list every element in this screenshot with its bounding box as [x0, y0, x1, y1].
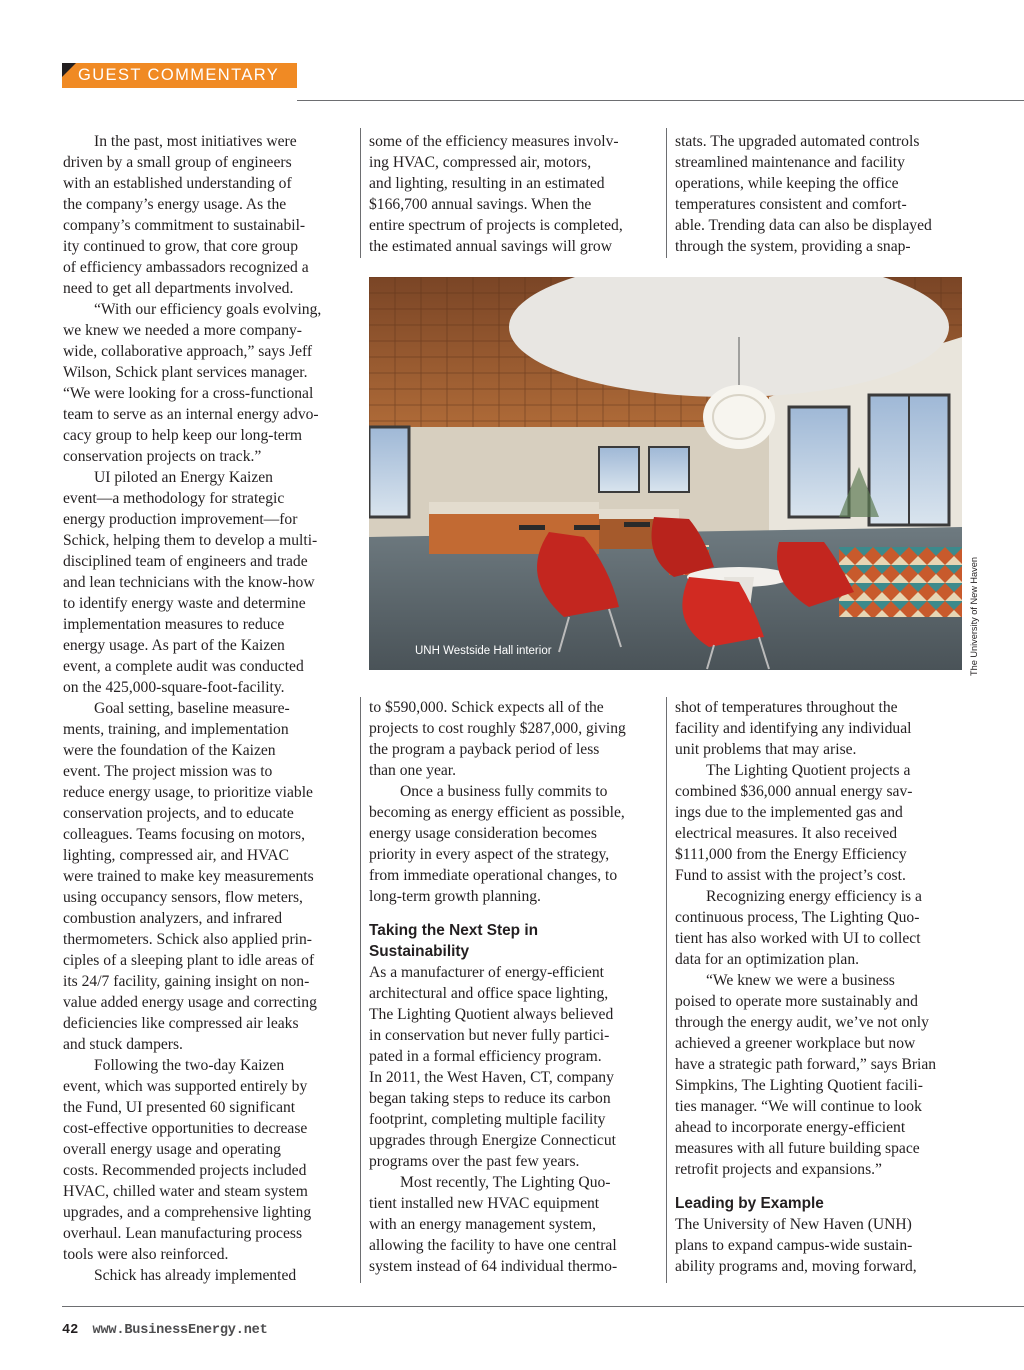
text-line: In the past, most initiatives were [94, 133, 297, 150]
column-divider-1 [360, 128, 361, 258]
text-line: event, which was supported entirely by [63, 1078, 308, 1095]
text-line: streamlined maintenance and facility [675, 154, 905, 171]
text-line: driven by a small group of engineers [63, 154, 292, 171]
text-line: entire spectrum of projects is completed, [369, 217, 623, 234]
paragraph [63, 698, 353, 1055]
text-line: conservation projects, and to educate [63, 805, 294, 822]
article-column-3-top [675, 131, 965, 257]
text-line: and stuck dampers. [63, 1036, 183, 1053]
text-line: Following the two-day Kaizen [94, 1057, 285, 1074]
text-line: implementation measures to reduce [63, 616, 285, 633]
text-line: electrical measures. It also received [675, 825, 898, 842]
text-line: from immediate operational changes, to [369, 867, 618, 884]
text-line: and lean technicians with the know-how [63, 574, 315, 591]
paragraph [675, 970, 965, 1180]
text-line: thermometers. Schick also applied prin- [63, 931, 312, 948]
text-line: were trained to make key measurements [63, 868, 314, 885]
section-header-tab [62, 63, 297, 88]
text-line: Schick, helping them to develop a multi- [63, 532, 318, 549]
text-line: “With our efficiency goals evolving, [94, 301, 322, 318]
text-line: combustion analyzers, and infrared [63, 910, 283, 927]
text-line: of efficiency ambassadors recognized a [63, 259, 309, 276]
text-line: company’s commitment to sustainabil- [63, 217, 306, 234]
text-line: “We knew we were a business [706, 972, 895, 989]
text-line: reduce energy usage, to prioritize viable [63, 784, 313, 801]
site-url: www.BusinessEnergy.net [92, 1323, 268, 1338]
paragraph [63, 1055, 353, 1265]
text-line: we knew we needed a more company- [63, 322, 303, 339]
text-line: event—a methodology for strategic [63, 490, 285, 507]
text-line: through the system, providing a snap- [675, 238, 911, 255]
column-divider-1-lower [360, 697, 361, 1283]
text-line: on the 425,000-square-foot-facility. [63, 679, 285, 696]
text-line: the Fund, UI presented 60 significant [63, 1099, 296, 1116]
text-line: upgrades through Energize Connecticut [369, 1132, 616, 1149]
text-line: HVAC, chilled water and steam system [63, 1183, 308, 1200]
text-line: and lighting, resulting in an estimated [369, 175, 605, 192]
section-heading: Taking the Next Step in Sustainability [369, 922, 539, 960]
text-line: able. Trending data can also be displayed [675, 217, 932, 234]
text-line: priority in every aspect of the strategy, [369, 846, 610, 863]
paragraph [369, 962, 659, 1172]
text-line: “We were looking for a cross-functional [63, 385, 314, 402]
text-line: overall energy usage and operating [63, 1141, 281, 1158]
column-divider-2 [666, 128, 667, 258]
text-line: ments, training, and implementation [63, 721, 289, 738]
text-line: footprint, completing multiple facility [369, 1111, 606, 1128]
text-line: to $590,000. Schick expects all of the [369, 699, 604, 716]
text-line: its 24/7 facility, gaining insight on non- [63, 973, 310, 990]
paragraph [63, 1265, 353, 1286]
text-line: energy production improvement—for [63, 511, 298, 528]
text-line: team to serve as an internal energy advo- [63, 406, 319, 423]
text-line: stats. The upgraded automated controls [675, 133, 920, 150]
text-line: lighting, compressed air, and HVAC [63, 847, 290, 864]
text-line: some of the efficiency measures involv- [369, 133, 619, 150]
text-line: facility and identifying any individual [675, 720, 912, 737]
text-line: energy usage. As part of the Kaizen [63, 637, 285, 654]
text-line: Recognizing energy efficiency is a [706, 888, 922, 905]
text-line: $166,700 annual savings. When the [369, 196, 592, 213]
article-column-2-top [369, 131, 659, 257]
text-line: than one year. [369, 762, 457, 779]
paragraph [63, 299, 353, 467]
interior-illustration [369, 277, 962, 670]
text-line: system instead of 64 individual thermo- [369, 1258, 618, 1275]
text-line: architectural and office space lighting, [369, 985, 609, 1002]
header-rule [297, 100, 1024, 101]
text-line: projects to cost roughly $287,000, giving [369, 720, 626, 737]
photo-credit: The University of New Haven [969, 557, 979, 676]
corner-notch [62, 63, 76, 77]
footer-rule [62, 1306, 1024, 1307]
article-column-1 [63, 131, 353, 1286]
text-line: to identify energy waste and determine [63, 595, 306, 612]
text-line: ahead to incorporate energy-efficient [675, 1119, 906, 1136]
text-line: the estimated annual savings will grow [369, 238, 612, 255]
text-line: deficiencies like compressed air leaks [63, 1015, 299, 1032]
text-line: were the foundation of the Kaizen [63, 742, 276, 759]
text-line: Simpkins, The Lighting Quotient facili- [675, 1077, 923, 1094]
column-divider-2-lower [666, 697, 667, 1283]
text-line: unit problems that may arise. [675, 741, 857, 758]
text-line: wide, collaborative approach,” says Jeff [63, 343, 313, 360]
text-line: with an energy management system, [369, 1216, 597, 1233]
text-line: retrofit projects and expansions.” [675, 1161, 882, 1178]
page-footer [62, 1323, 268, 1338]
paragraph [369, 697, 659, 781]
paragraph [369, 781, 659, 907]
article-column-3-bottom [675, 697, 965, 1277]
text-line: The University of New Haven (UNH) [675, 1216, 912, 1233]
text-line: costs. Recommended projects included [63, 1162, 307, 1179]
text-line: Schick has already implemented [94, 1267, 297, 1284]
text-line: operations, while keeping the office [675, 175, 899, 192]
text-line: Fund to assist with the project’s cost. [675, 867, 906, 884]
text-line: measures with all future building space [675, 1140, 920, 1157]
text-line: disciplined team of engineers and trade [63, 553, 308, 570]
text-line: cost-effective opportunities to decrease [63, 1120, 308, 1137]
text-line: In 2011, the West Haven, CT, company [369, 1069, 614, 1086]
text-line: temperatures consistent and comfort- [675, 196, 907, 213]
text-line: Wilson, Schick plant services manager. [63, 364, 308, 381]
text-line: $111,000 from the Energy Efficiency [675, 846, 907, 863]
text-line: event, a complete audit was conducted [63, 658, 304, 675]
text-line: tools were also reinforced. [63, 1246, 229, 1263]
text-line: ability programs and, moving forward, [675, 1258, 917, 1275]
text-line: began taking steps to reduce its carbon [369, 1090, 611, 1107]
text-line: ciples of a sleeping plant to idle areas of [63, 952, 315, 969]
text-line: cacy group to help keep our long-term [63, 427, 303, 444]
text-line: through the energy audit, we’ve not only [675, 1014, 929, 1031]
text-line: poised to operate more sustainably and [675, 993, 918, 1010]
text-line: overhaul. Lean manufacturing process [63, 1225, 303, 1242]
text-line: UI piloted an Energy Kaizen [94, 469, 273, 486]
interior-photo [369, 277, 962, 670]
text-line: ing HVAC, compressed air, motors, [369, 154, 592, 171]
text-line: As a manufacturer of energy-efficient [369, 964, 604, 981]
text-line: need to get all departments involved. [63, 280, 294, 297]
text-line: energy usage consideration becomes [369, 825, 597, 842]
text-line: value added energy usage and correcting [63, 994, 317, 1011]
paragraph [369, 1172, 659, 1277]
text-line: ity continued to grow, that core group [63, 238, 299, 255]
text-line: pated in a formal efficiency program. [369, 1048, 602, 1065]
paragraph [675, 131, 965, 257]
text-line: continuous process, The Lighting Quo- [675, 909, 920, 926]
text-line: combined $36,000 annual energy sav- [675, 783, 913, 800]
text-line: conservation projects on track.” [63, 448, 262, 465]
paragraph [675, 697, 965, 760]
text-line: colleagues. Teams focusing on motors, [63, 826, 306, 843]
text-line: with an established understanding of [63, 175, 292, 192]
text-line: in conservation but never fully partici- [369, 1027, 610, 1044]
text-line: the program a payback period of less [369, 741, 600, 758]
text-line: upgrades, and a comprehensive lighting [63, 1204, 312, 1221]
page-number: 42 [62, 1323, 79, 1338]
text-line: Once a business fully commits to [400, 783, 608, 800]
photo-caption: UNH Westside Hall interior [415, 645, 552, 657]
text-line: ties manager. “We will continue to look [675, 1098, 922, 1115]
text-line: data for an optimization plan. [675, 951, 860, 968]
text-line: allowing the facility to have one central [369, 1237, 617, 1254]
paragraph [63, 131, 353, 299]
text-line: plans to expand campus-wide sustain- [675, 1237, 913, 1254]
text-line: achieved a greener workplace but now [675, 1035, 916, 1052]
text-line: tient has also worked with UI to collect [675, 930, 921, 947]
text-line: shot of temperatures throughout the [675, 699, 898, 716]
text-line: The Lighting Quotient projects a [706, 762, 911, 779]
paragraph [675, 886, 965, 970]
section-heading: Leading by Example [675, 1195, 824, 1212]
section-label: GUEST COMMENTARY [78, 66, 280, 84]
text-line: Goal setting, baseline measure- [94, 700, 290, 717]
text-line: using occupancy sensors, flow meters, [63, 889, 303, 906]
text-line: have a strategic path forward,” says Brian [675, 1056, 937, 1073]
text-line: the company’s energy usage. As the [63, 196, 287, 213]
text-line: The Lighting Quotient always believed [369, 1006, 614, 1023]
text-line: tient installed new HVAC equipment [369, 1195, 600, 1212]
text-line: becoming as energy efficient as possible, [369, 804, 625, 821]
paragraph [675, 760, 965, 886]
paragraph [675, 1214, 965, 1277]
text-line: Most recently, The Lighting Quo- [400, 1174, 611, 1191]
text-line: ings due to the implemented gas and [675, 804, 903, 821]
article-column-2-bottom [369, 697, 659, 1277]
text-line: programs over the past few years. [369, 1153, 580, 1170]
paragraph [63, 467, 353, 698]
text-line: event. The project mission was to [63, 763, 273, 780]
text-line: long-term growth planning. [369, 888, 541, 905]
paragraph [369, 131, 659, 257]
